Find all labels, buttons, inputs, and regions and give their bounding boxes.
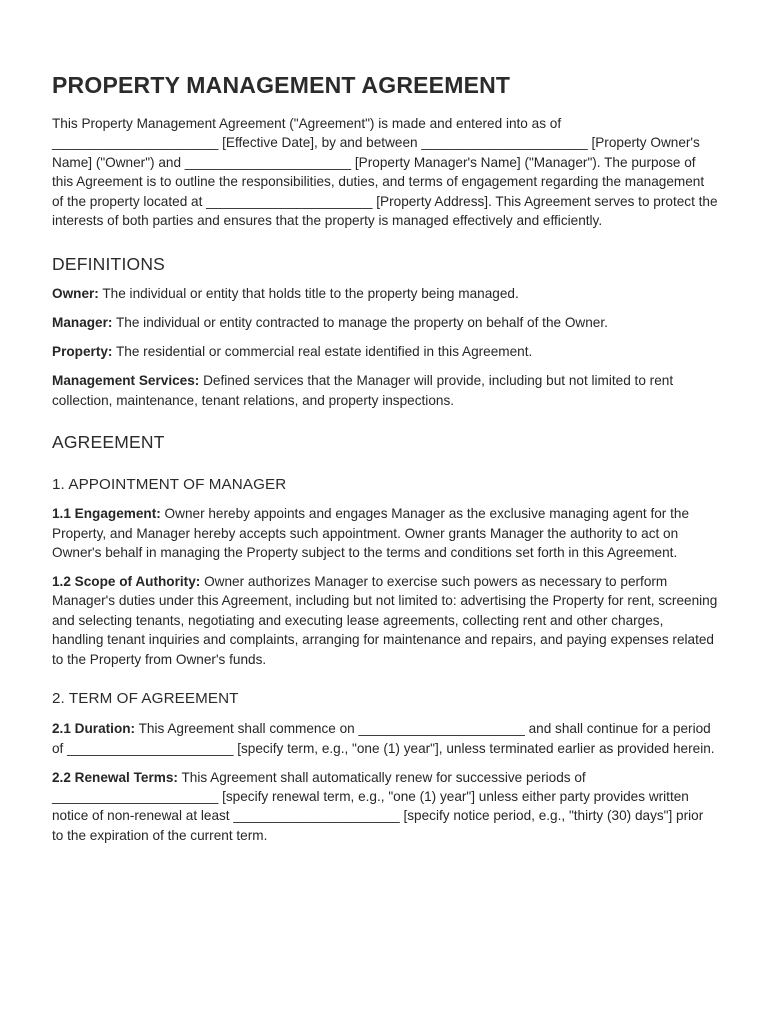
- definition-term: Property:: [52, 344, 113, 360]
- clause-text: This Agreement shall commence on ______________________ and shall continue for a period of ______________________ [specify term, e.g., "one (1) year"], unless terminated earlier as provided herein.: [52, 721, 715, 756]
- definition-management-services: [52, 371, 718, 410]
- definition-manager: [52, 313, 718, 332]
- clause-2-1: [52, 719, 718, 758]
- clause-label: 1.2 Scope of Authority:: [52, 574, 201, 590]
- definition-text: Defined services that the Manager will provide, including but not limited to rent collection, maintenance, tenant relations, and property inspections.: [52, 373, 674, 408]
- clause-2-2: [52, 768, 718, 846]
- definition-term: Manager:: [52, 315, 113, 331]
- clause-1-1: [52, 504, 718, 562]
- clause-label: 2.2 Renewal Terms:: [52, 769, 178, 785]
- clause-1-2: [52, 572, 718, 669]
- intro-paragraph: This Property Management Agreement ("Agreement") is made and entered into as of ______________________ [Effective Date], by and between ______________________ [Property Owner's Name] ("Owner") and ______________________ [Property Manager's Name] ("Manager"). The purpose of this Agreement is to outline the responsibilities, duties, and terms of engagement regarding the management of the property located at ______________________ [Property Address]. This Agreement serves to protect the interests of both parties and ensures that the property is managed effectively and efficiently.: [52, 116, 718, 229]
- agreement-heading: AGREEMENT: [52, 432, 165, 453]
- clause-text: Owner authorizes Manager to exercise such powers as necessary to perform Manager's duties under this Agreement, including but not limited to: advertising the Property for rent, screening and selecting tenants, negotiating and executing lease agreements, collecting rent and other charges, handling tenant inquiries and complaints, arranging for maintenance and repairs, and paying expenses related to the Property from Owner's funds.: [52, 574, 718, 667]
- definition-text: The individual or entity contracted to manage the property on behalf of the Owner.: [112, 315, 608, 331]
- clause-text: Owner hereby appoints and engages Manager as the exclusive managing agent for the Property, and Manager hereby accepts such appointment. Owner grants Manager the authority to act on Owner's behalf in managing the Property subject to the terms and conditions set forth in this Agreement.: [52, 506, 690, 561]
- section-2-heading: 2. TERM OF AGREEMENT: [52, 690, 239, 708]
- document-title: PROPERTY MANAGEMENT AGREEMENT: [52, 72, 511, 98]
- definitions-heading: DEFINITIONS: [52, 254, 166, 275]
- definition-term: Management Services:: [52, 373, 200, 389]
- section-1-heading: 1. APPOINTMENT OF MANAGER: [52, 476, 287, 494]
- definition-text: The individual or entity that holds title to the property being managed.: [98, 286, 519, 302]
- definition-text: The residential or commercial real estate identified in this Agreement.: [112, 344, 533, 360]
- document-page: [52, 70, 718, 845]
- definition-owner: [52, 284, 718, 303]
- clause-label: 2.1 Duration:: [52, 721, 136, 737]
- definition-term: Owner:: [52, 286, 99, 302]
- clause-label: 1.1 Engagement:: [52, 506, 161, 522]
- definition-property: [52, 342, 718, 361]
- clause-text: This Agreement shall automatically renew for successive periods of ______________________ [specify renewal term, e.g., "one (1) year"] unless either party provides written notice of non-renewal at least ______________________ [specify notice period, e.g., "thirty (30) days"] prior to the expiration of the current term.: [52, 769, 704, 843]
